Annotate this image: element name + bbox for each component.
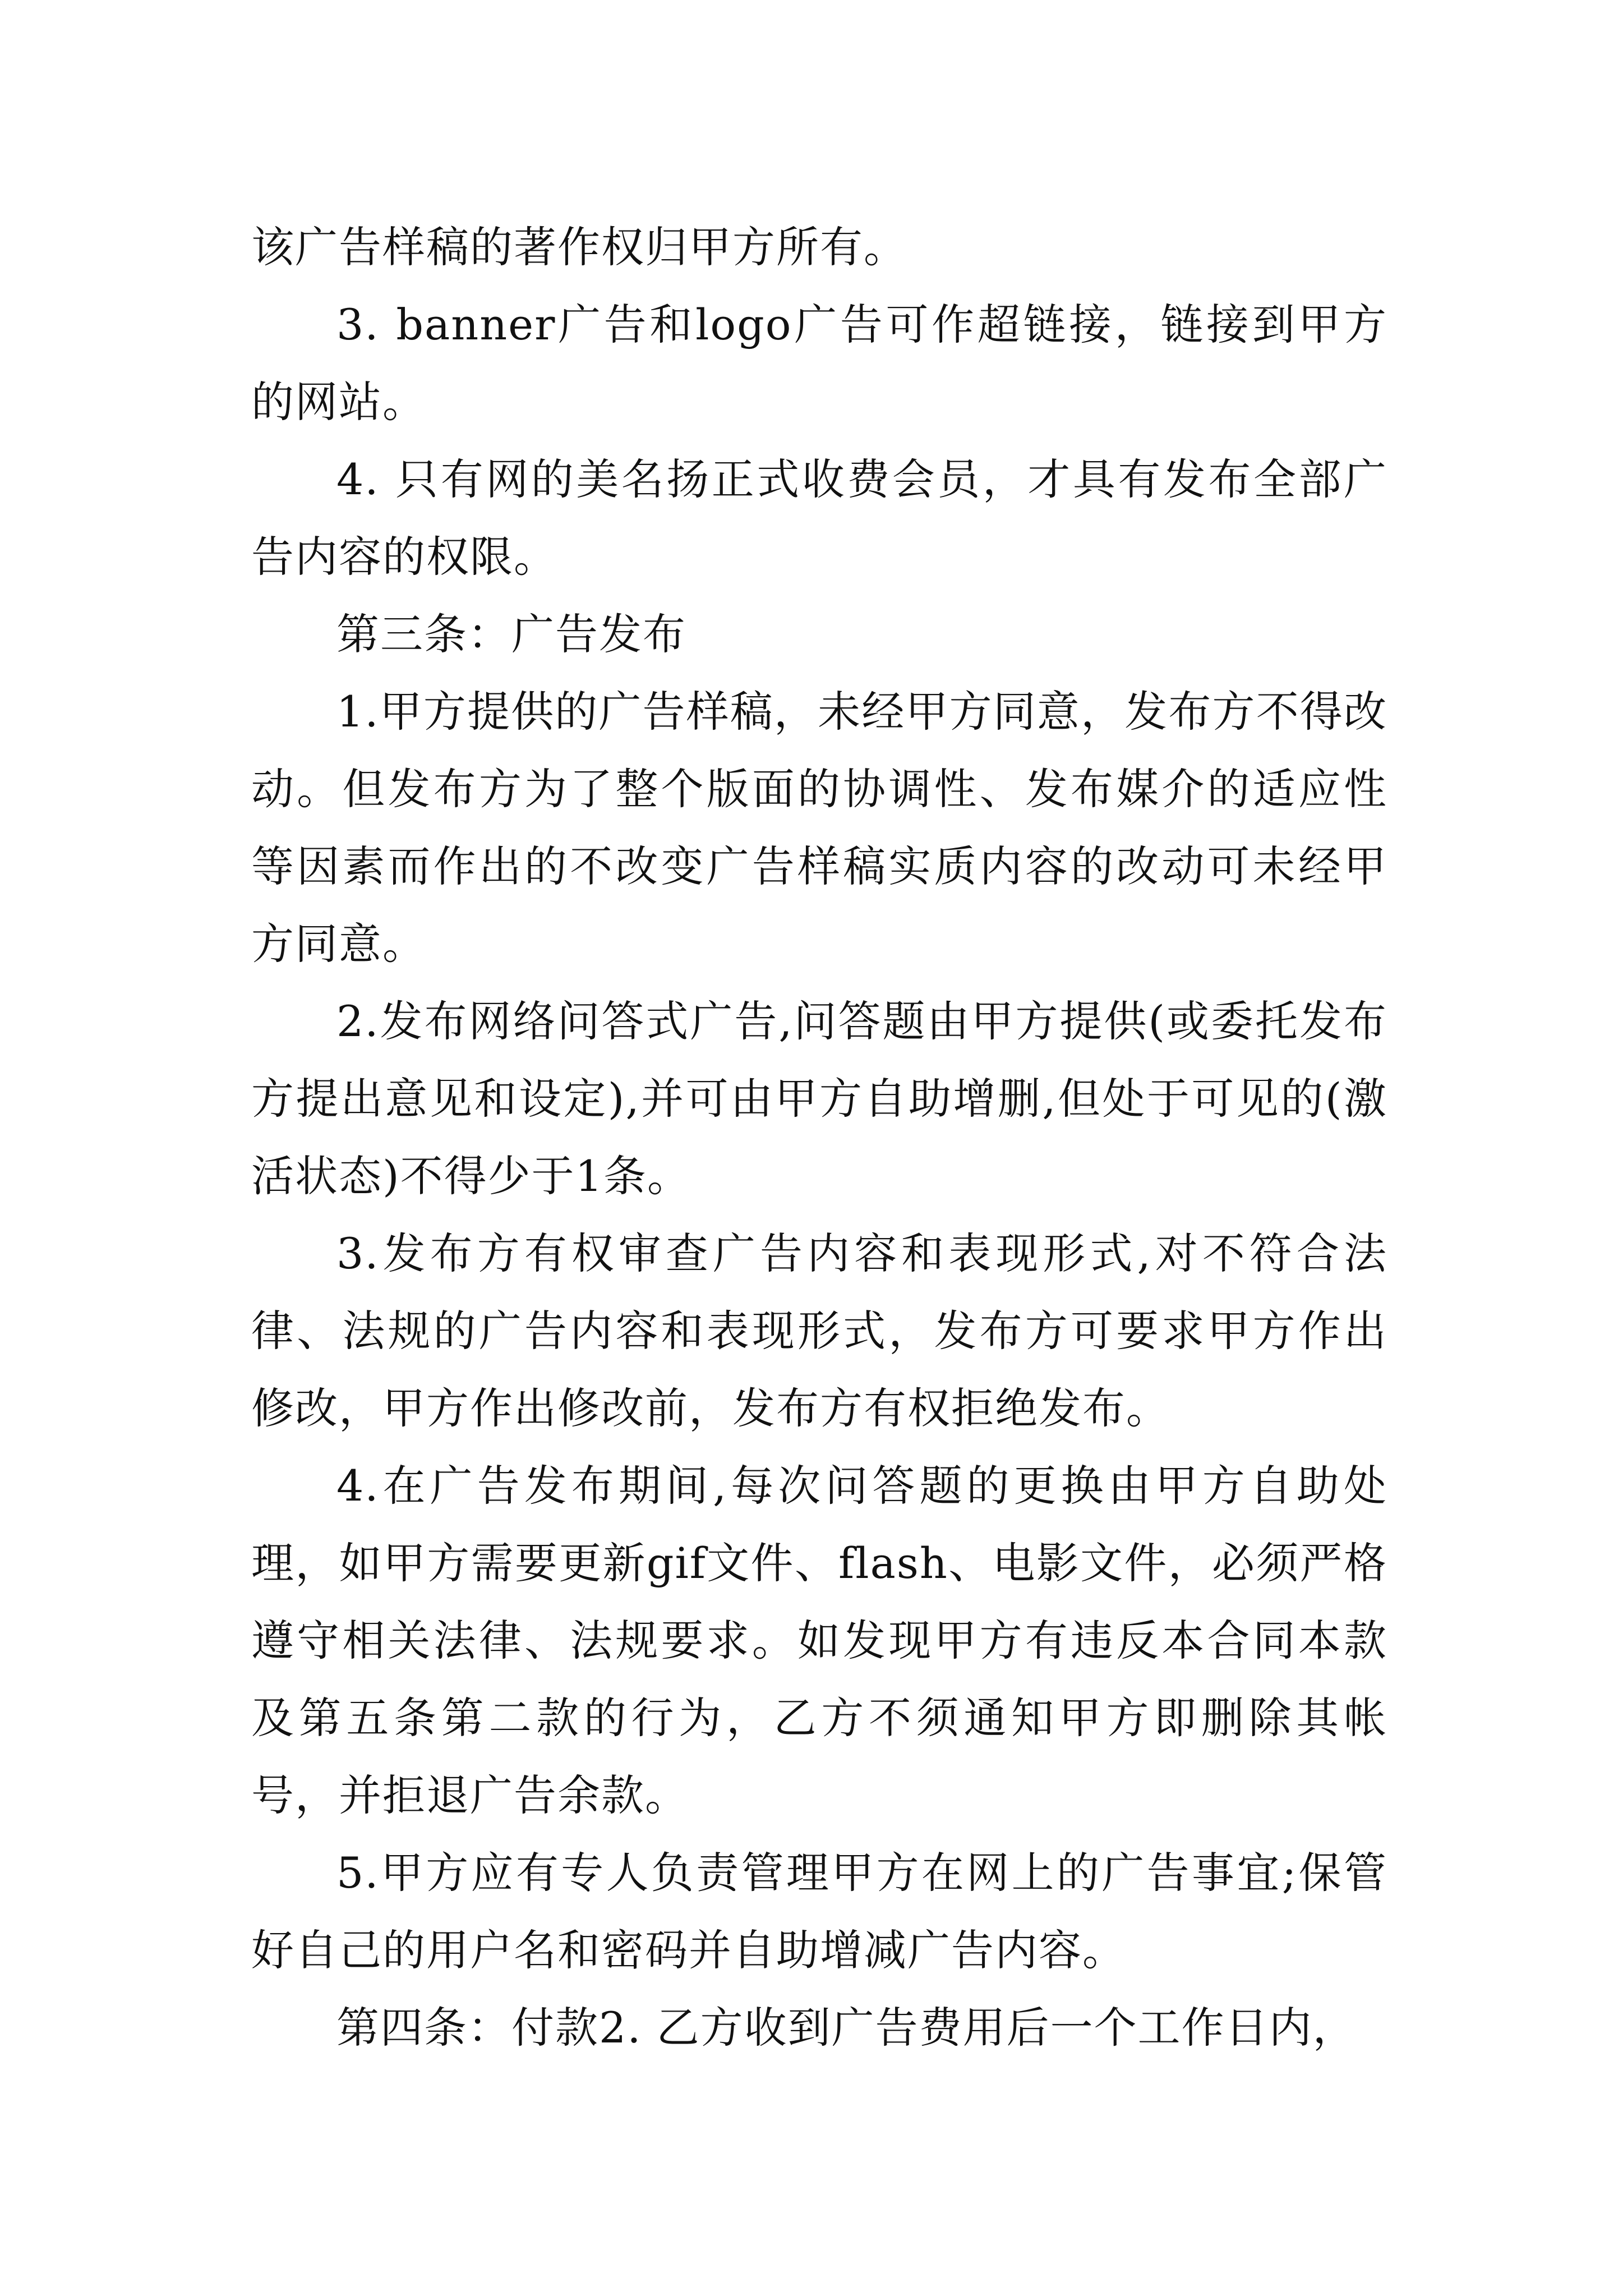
document-body [251, 209, 1387, 2067]
paragraph-publish-1: 1.甲方提供的广告样稿，未经甲方同意，发布方不得改动。但发布方为了整个版面的协调性、发布媒介的适应性等因素而作出的不改变广告样稿实质内容的改动可未经甲方同意。 [251, 687, 1387, 969]
paragraph-publish-5: 5.甲方应有专人负责管理甲方在网上的广告事宜;保管好自己的用户名和密码并自助增减广告内容。 [251, 1848, 1387, 1975]
paragraph-clause-4-members: 4. 只有网的美名扬正式收费会员，才具有发布全部广告内容的权限。 [251, 454, 1387, 582]
paragraph-publish-3: 3.发布方有权审查广告内容和表现形式,对不符合法律、法规的广告内容和表现形式，发布方可要求甲方作出修改，甲方作出修改前，发布方有权拒绝发布。 [251, 1228, 1387, 1433]
paragraph-copyright: 该广告样稿的著作权归甲方所有。 [251, 222, 907, 272]
paragraph-publish-2: 2.发布网络问答式广告,问答题由甲方提供(或委托发布方提出意见和设定),并可由甲方自助增删,但处于可见的(激活状态)不得少于1条。 [251, 996, 1387, 1201]
paragraph-clause-3-hyperlink: 3. banner广告和logo广告可作超链接，链接到甲方的网站。 [251, 300, 1387, 427]
section-heading-article-4: 第四条：付款2. 乙方收到广告费用后一个工作日内， [336, 2003, 1357, 2053]
section-heading-article-3: 第三条：广告发布 [336, 609, 686, 659]
paragraph-publish-4: 4.在广告发布期间,每次问答题的更换由甲方自助处理，如甲方需要更新gif文件、flash、电影文件，必须严格遵守相关法律、法规要求。如发现甲方有违反本合同本款及第五条第二款的行为，乙方不须通知甲方即删除其帐号，并拒退广告余款。 [251, 1461, 1387, 1820]
